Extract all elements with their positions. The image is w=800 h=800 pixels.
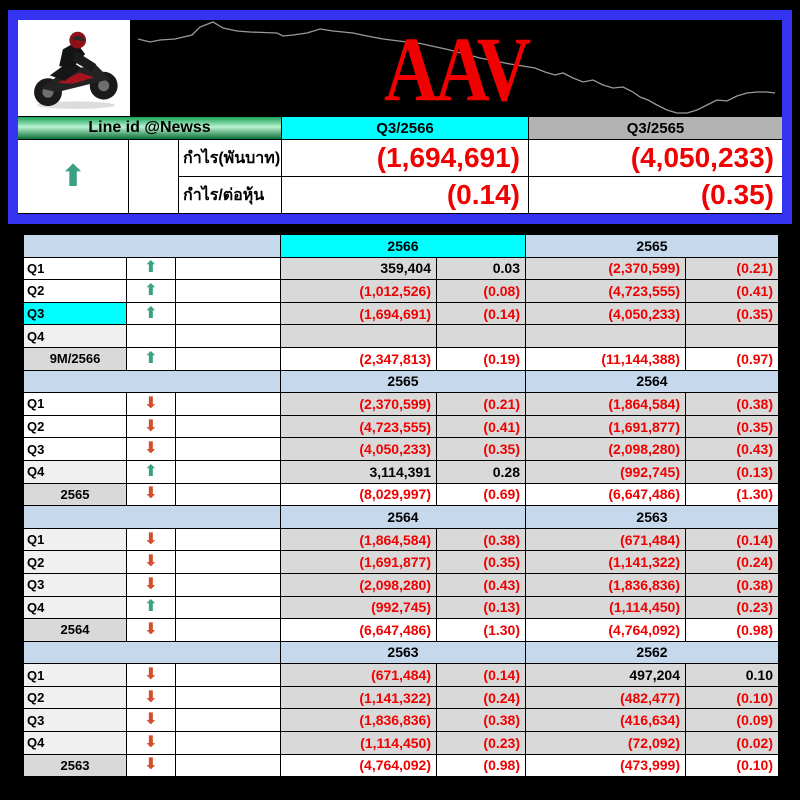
spacer-cell [176,687,280,709]
profit-cell: (1,864,584) [281,529,436,551]
spacer-cell [129,140,178,213]
profit-cell: (671,484) [281,664,436,686]
eps-cell: (0.98) [437,755,525,777]
eps-cell: (0.19) [437,348,525,370]
profit-cell: (2,370,599) [526,258,685,280]
trend-cell [127,258,175,280]
spacer-cell [176,258,280,280]
profit-cell: (1,691,877) [526,416,685,438]
eps-cell: (0.38) [686,393,778,415]
trend-cell [127,755,175,777]
eps-cell: (0.43) [437,574,525,596]
year-header: 2566 [281,235,525,257]
profit-row-label: กำไร(พันบาท) [179,140,281,176]
quarter-label: Q2 [24,551,126,573]
eps-cell: (0.38) [686,574,778,596]
summary-label: 9M/2566 [24,348,126,370]
spacer-cell [176,484,280,506]
eps-cell: (0.10) [686,755,778,777]
title-area [130,20,782,117]
trend-arrow-icon: ⬆ [144,349,158,367]
profit-cell: (72,092) [526,732,685,754]
profit-cell: (4,764,092) [526,619,685,641]
profit-current-value: (1,694,691) [282,140,528,176]
eps-prior-value: (0.35) [529,177,782,213]
profit-cell: (1,836,836) [281,709,436,731]
profit-cell: (1,836,836) [526,574,685,596]
eps-cell: (0.41) [686,280,778,302]
eps-cell: (0.14) [437,664,525,686]
eps-cell: (0.13) [437,597,525,619]
year-header: 2563 [526,506,778,528]
eps-cell: (0.13) [686,461,778,483]
trend-arrow-icon: ⬆ [144,598,158,616]
quarter-label: Q3 [24,709,126,731]
trend-cell [127,484,175,506]
profit-cell: (6,647,486) [281,619,436,641]
quarter-label: Q4 [24,461,126,483]
eps-cell [686,325,778,347]
profit-prior-value: (4,050,233) [529,140,782,176]
trend-arrow-icon: ⬇ [144,394,158,412]
summary-col-current: Q3/2566 [282,117,528,139]
spacer-cell [176,664,280,686]
profit-cell: (482,477) [526,687,685,709]
quarter-label: Q2 [24,280,126,302]
year-header: 2564 [526,371,778,393]
trend-cell [127,461,175,483]
spacer-cell [176,303,280,325]
profit-cell: (2,098,280) [526,438,685,460]
year-header: 2565 [281,371,525,393]
summary-label: 2565 [24,484,126,506]
quarter-label: Q4 [24,732,126,754]
profit-cell: (2,347,813) [281,348,436,370]
trend-cell [127,529,175,551]
profit-cell: (11,144,388) [526,348,685,370]
quarter-label: Q1 [24,258,126,280]
eps-cell: 0.28 [437,461,525,483]
year-header: 2562 [526,642,778,664]
profit-cell: (1,012,526) [281,280,436,302]
eps-cell: (0.23) [686,597,778,619]
profit-cell: 359,404 [281,258,436,280]
line-id-banner: Line id @Newss [18,117,281,139]
spacer-cell [176,438,280,460]
spacer-cell [176,574,280,596]
profit-cell: (473,999) [526,755,685,777]
year-header: 2563 [281,642,525,664]
trend-cell [127,732,175,754]
quarter-label: Q1 [24,664,126,686]
stock-symbol-title: AAV [384,20,528,117]
trend-cell [127,687,175,709]
eps-cell: (0.43) [686,438,778,460]
trend-arrow-icon: ⬇ [144,688,158,706]
trend-arrow-icon: ⬇ [144,485,158,503]
quarter-label: Q2 [24,416,126,438]
eps-cell: (0.41) [437,416,525,438]
profit-cell: (4,050,233) [526,303,685,325]
profit-cell: (992,745) [526,461,685,483]
trend-arrow-icon: ⬇ [144,733,158,751]
trend-arrow-icon: ⬇ [144,417,158,435]
eps-cell: (0.35) [437,551,525,573]
spacer-cell [176,280,280,302]
trend-arrow-icon: ⬇ [144,553,158,571]
trend-cell [127,619,175,641]
profit-cell: 3,114,391 [281,461,436,483]
spacer-cell [176,709,280,731]
trend-cell [127,393,175,415]
profit-cell: (1,114,450) [526,597,685,619]
profit-cell: (2,098,280) [281,574,436,596]
year-header: 2564 [281,506,525,528]
trend-cell [127,551,175,573]
spacer-cell [176,325,280,347]
trend-arrow-icon: ⬆ [144,304,158,322]
eps-cell: (1.30) [437,619,525,641]
trend-cell [127,280,175,302]
title-strip [18,20,782,117]
profit-cell: (8,029,997) [281,484,436,506]
eps-cell: (0.35) [686,416,778,438]
eps-cell: (0.21) [437,393,525,415]
profit-cell: (4,723,555) [281,416,436,438]
header-frame [8,10,792,224]
profit-cell: (6,647,486) [526,484,685,506]
eps-current-value: (0.14) [282,177,528,213]
profit-cell: (2,370,599) [281,393,436,415]
eps-cell: (0.35) [686,303,778,325]
spacer-cell [176,529,280,551]
trend-cell [127,325,175,347]
trend-arrow-icon: ⬆ [144,462,158,480]
trend-arrow-icon: ⬇ [144,575,158,593]
quarter-label: Q1 [24,393,126,415]
eps-cell: (0.24) [437,687,525,709]
profit-cell: (4,764,092) [281,755,436,777]
quarter-label: Q3 [24,303,126,325]
eps-cell: (0.14) [686,529,778,551]
quarter-label: Q1 [24,529,126,551]
spacer-cell [176,755,280,777]
profit-cell: (1,114,450) [281,732,436,754]
quarter-label: Q3 [24,574,126,596]
motorcycle-rider-icon [22,23,126,113]
spacer-cell [176,551,280,573]
eps-cell: (0.23) [437,732,525,754]
profit-cell: (1,691,877) [281,551,436,573]
eps-cell: 0.03 [437,258,525,280]
quarter-label: Q4 [24,597,126,619]
eps-cell: (0.10) [686,687,778,709]
summary-col-prior: Q3/2565 [529,117,782,139]
spacer-cell [176,461,280,483]
profit-cell: (671,484) [526,529,685,551]
eps-row-label: กำไร/ต่อหุ้น [179,177,281,213]
summary-label: 2564 [24,619,126,641]
eps-cell: (0.97) [686,348,778,370]
summary-label: 2563 [24,755,126,777]
trend-arrow-icon: ⬇ [144,530,158,548]
trend-cell [127,348,175,370]
trend-arrow-icon: ⬆ [144,259,158,277]
section-header-spacer [24,506,280,528]
spacer-cell [176,348,280,370]
trend-cell [127,416,175,438]
eps-cell: 0.10 [686,664,778,686]
trend-arrow-icon: ⬇ [144,711,158,729]
trend-cell [127,709,175,731]
profit-cell: (1,141,322) [281,687,436,709]
logo-box [18,20,130,116]
section-header-spacer [24,642,280,664]
section-header-spacer [24,371,280,393]
eps-cell: (1.30) [686,484,778,506]
profit-cell: (4,723,555) [526,280,685,302]
spacer-cell [176,619,280,641]
summary-trend-cell [18,140,128,213]
trend-cell [127,303,175,325]
trend-cell [127,597,175,619]
section-header-spacer [24,235,280,257]
profit-cell: 497,204 [526,664,685,686]
eps-cell: (0.14) [437,303,525,325]
eps-cell: (0.09) [686,709,778,731]
eps-cell: (0.02) [686,732,778,754]
profit-cell [281,325,436,347]
eps-cell: (0.69) [437,484,525,506]
profit-cell: (416,634) [526,709,685,731]
eps-cell: (0.98) [686,619,778,641]
profit-cell: (1,141,322) [526,551,685,573]
spacer-cell [176,597,280,619]
profit-cell: (1,864,584) [526,393,685,415]
eps-cell: (0.35) [437,438,525,460]
trend-cell [127,438,175,460]
summary-table [18,117,782,213]
trend-cell [127,664,175,686]
up-arrow-icon: ⬆ [60,159,86,193]
eps-cell [437,325,525,347]
spacer-cell [176,393,280,415]
profit-cell: (992,745) [281,597,436,619]
year-header: 2565 [526,235,778,257]
eps-cell: (0.08) [437,280,525,302]
profit-cell [526,325,685,347]
trend-arrow-icon: ⬇ [144,756,158,774]
trend-arrow-icon: ⬇ [144,620,158,638]
eps-cell: (0.38) [437,709,525,731]
eps-cell: (0.24) [686,551,778,573]
profit-cell: (1,694,691) [281,303,436,325]
quarterly-table [22,233,780,778]
quarter-label: Q4 [24,325,126,347]
quarter-label: Q2 [24,687,126,709]
eps-cell: (0.38) [437,529,525,551]
spacer-cell [176,416,280,438]
quarter-label: Q3 [24,438,126,460]
trend-arrow-icon: ⬇ [144,666,158,684]
eps-cell: (0.21) [686,258,778,280]
trend-arrow-icon: ⬆ [144,281,158,299]
spacer-cell [176,732,280,754]
trend-cell [127,574,175,596]
profit-cell: (4,050,233) [281,438,436,460]
trend-arrow-icon: ⬇ [144,440,158,458]
